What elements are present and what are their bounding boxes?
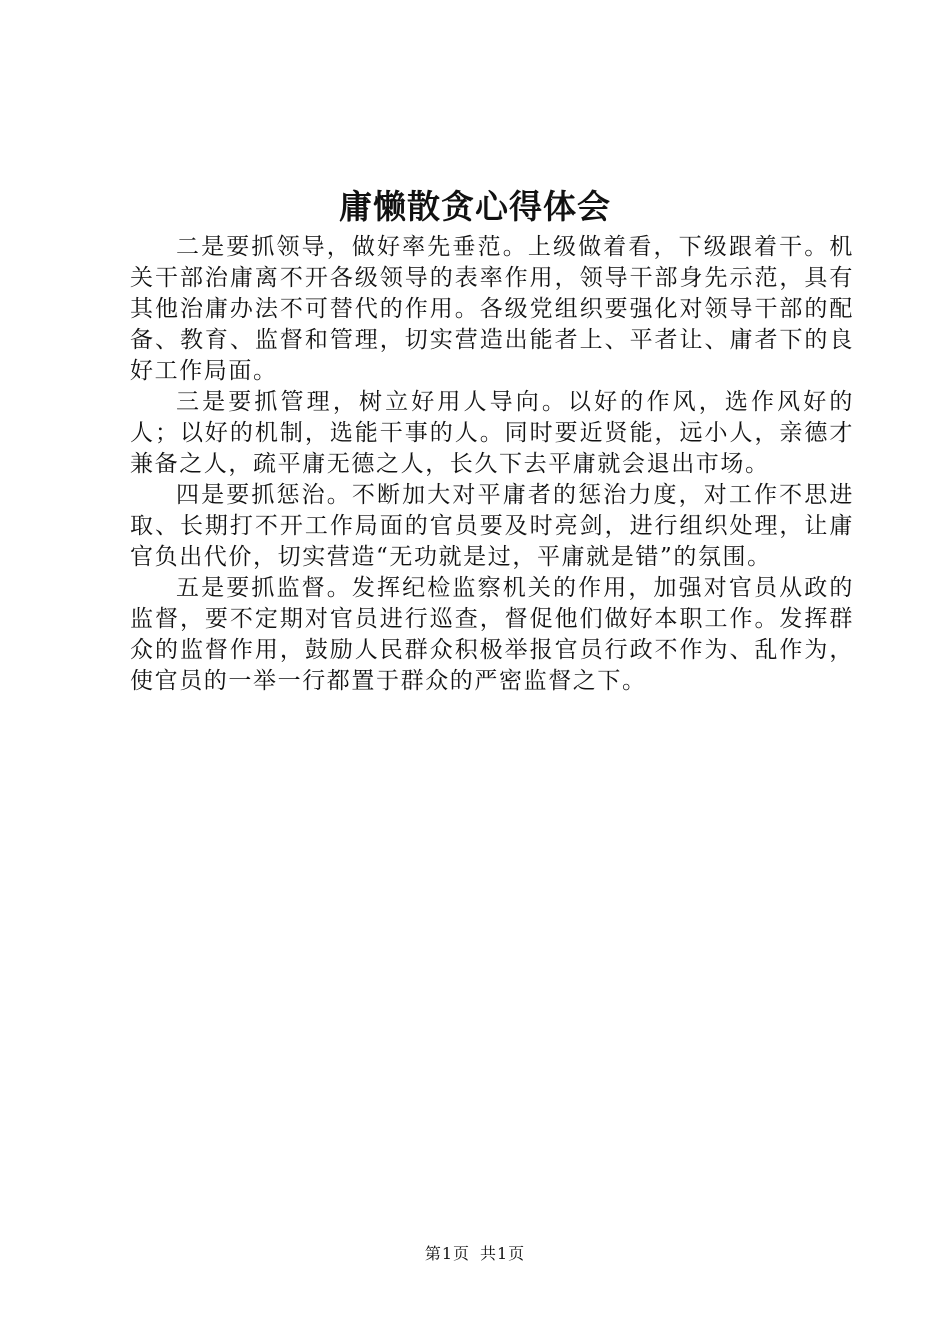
paragraph-leadership: 二是要抓领导，做好率先垂范。上级做着看，下级跟着干。机关干部治庸离不开各级领导的表率作用，领导干部身先示范，具有其他治庸办法不可替代的作用。各级党组织要强化对领导干部的配备、教育、监督和管理，切实营造出能者上、平者让、庸者下的良好工作局面。 — [130, 234, 854, 384]
page-total: 共1页 — [480, 1244, 526, 1263]
paragraph-supervision: 五是要抓监督。发挥纪检监察机关的作用，加强对官员从政的监督，要不定期对官员进行巡查，督促他们做好本职工作。发挥群众的监督作用，鼓励人民群众积极举报官员行政不作为、乱作为，使官员的一举一行都置于群众的严密监督之下。 — [130, 575, 854, 694]
paragraph-management: 三是要抓管理，树立好用人导向。以好的作风，选作风好的人；以好的机制，选能干事的人。同时要近贤能，远小人，亲德才兼备之人，疏平庸无德之人，长久下去平庸就会退出市场。 — [130, 389, 854, 477]
document-body — [130, 232, 854, 697]
document-title: 庸懒散贪心得体会 — [339, 187, 611, 226]
page-footer — [0, 1243, 950, 1265]
page-number: 第1页 — [424, 1244, 470, 1263]
paragraph-punishment: 四是要抓惩治。不断加大对平庸者的惩治力度，对工作不思进取、长期打不开工作局面的官员要及时亮剑，进行组织处理，让庸官负出代价，切实营造“无功就是过，平庸就是错”的氛围。 — [130, 482, 854, 570]
